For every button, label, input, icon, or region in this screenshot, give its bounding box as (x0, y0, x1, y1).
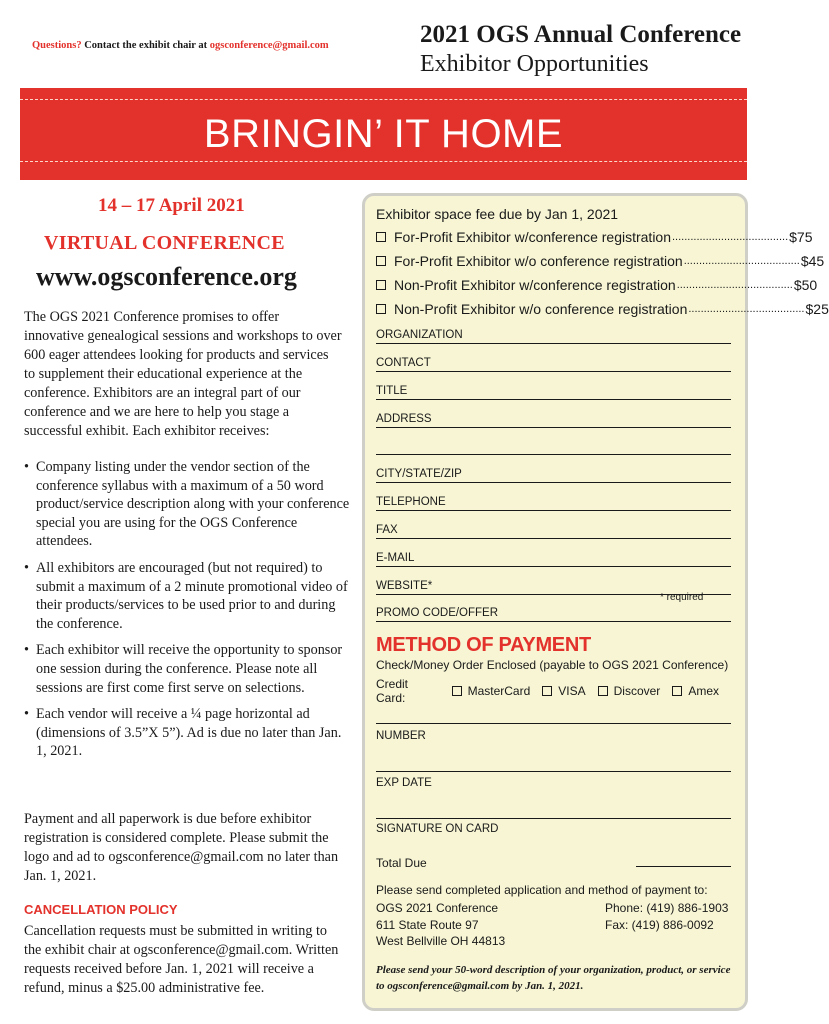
fax-number: Fax: (419) 886-0092 (605, 917, 714, 932)
benefits-list (24, 458, 354, 769)
benefit-item: • Company listing under the vendor section of the conference syllabus with a maximum of a 50 word product/service description along with your conference special you are using for the OGS Conference attendees. (24, 458, 354, 551)
card-label: Amex (688, 684, 719, 698)
fee-label: For-Profit Exhibitor w/conference registration (394, 229, 671, 245)
conference-url-link[interactable]: www.ogsconference.org (36, 262, 297, 291)
intro-paragraph: The OGS 2021 Conference promises to offer innovative genealogical sessions and workshops to over 600 eager attendees looking for products and services to supplement their educational experience at the conference. Exhibitors are an integral part of our conference and we are here to help you stage a successful exhibit. Each exhibitor receives: (24, 309, 342, 439)
page-subtitle: Exhibitor Opportunities (420, 51, 649, 77)
leader-dots: ...................................... (676, 279, 793, 291)
send-instructions: Please send completed application and method of payment to: (376, 883, 708, 897)
exp-date-label: EXP DATE (376, 777, 432, 789)
field-label: PROMO CODE/OFFER (376, 607, 499, 619)
leader-dots: ...................................... (672, 231, 789, 243)
checkbox[interactable] (542, 686, 552, 696)
checkbox[interactable] (598, 686, 608, 696)
fee-option-nonprofit-with-reg[interactable] (376, 277, 818, 293)
card-option-visa[interactable] (542, 684, 585, 698)
fee-option-nonprofit-without-reg[interactable] (376, 301, 829, 317)
checkbox[interactable] (376, 232, 386, 242)
cancellation-text: Cancellation requests must be submitted in writing to the exhibit chair at ogsconference@gmail.com. Written requests received before Jan. 1, 2021 will receive a refund, minus a $25.00 administrative fee. (24, 923, 339, 996)
fee-amount: $50 (793, 277, 818, 293)
card-option-discover[interactable] (598, 684, 661, 698)
organization-field[interactable] (376, 327, 731, 344)
email-field[interactable] (376, 550, 731, 567)
conference-dates: 14 – 17 April 2021 (98, 195, 245, 216)
benefit-item: • Each vendor will receive a ¼ page horizontal ad (dimensions of 3.5”X 5”). Ad is due no later than Jan. 1, 2021. (24, 705, 354, 761)
field-label: ADDRESS (376, 413, 432, 425)
exp-date-input[interactable] (376, 771, 731, 772)
fee-heading: Exhibitor space fee due by Jan 1, 2021 (376, 206, 619, 222)
field-label: FAX (376, 524, 398, 536)
required-note: * required (660, 592, 704, 603)
banner-dashed-line-bottom (20, 161, 747, 162)
phone-number: Phone: (419) 886-1903 (605, 901, 729, 915)
virtual-conference-label: VIRTUAL CONFERENCE (44, 232, 285, 254)
signature-input[interactable] (376, 818, 731, 819)
fee-option-forprofit-without-reg[interactable] (376, 253, 825, 269)
city-state-zip-field[interactable] (376, 466, 731, 483)
field-label: CONTACT (376, 357, 431, 369)
field-label: TELEPHONE (376, 496, 446, 508)
theme-banner (20, 88, 747, 180)
banner-dashed-line-top (20, 99, 747, 100)
cancellation-heading: CANCELLATION POLICY (24, 902, 178, 917)
field-label: ORGANIZATION (376, 329, 463, 341)
total-due-label: Total Due (376, 856, 427, 870)
card-label: Discover (613, 684, 661, 698)
contact-line (32, 40, 329, 51)
total-due-input[interactable] (636, 866, 731, 867)
contact-field[interactable] (376, 355, 731, 372)
page-title: 2021 OGS Annual Conference (420, 21, 742, 48)
checkbox[interactable] (376, 280, 386, 290)
fee-label: Non-Profit Exhibitor w/o conference registration (394, 301, 688, 317)
address-line-2[interactable] (376, 454, 731, 455)
title-field[interactable] (376, 383, 731, 400)
promo-code-field[interactable] (376, 605, 731, 622)
field-label: TITLE (376, 385, 408, 397)
address-field[interactable] (376, 411, 731, 428)
method-of-payment-heading: METHOD OF PAYMENT (376, 634, 591, 656)
benefit-item: • All exhibitors are encouraged (but not required) to submit a maximum of a 2 minute promotional video of their products/services to be used prior to and during the conference. (24, 559, 354, 633)
address-line: OGS 2021 Conference (376, 901, 499, 915)
card-number-label: NUMBER (376, 730, 426, 742)
contact-email-link[interactable]: ogsconference@gmail.com (209, 40, 329, 51)
card-option-mastercard[interactable] (452, 684, 531, 698)
card-label: VISA (558, 684, 586, 698)
leader-dots: ...................................... (688, 303, 805, 315)
checkbox[interactable] (452, 686, 462, 696)
contact-numbers (605, 900, 728, 933)
payment-note: Payment and all paperwork is due before exhibitor registration is considered complete. Please submit the logo and ad to ogsconference@gmail.com no later than Jan. 1, 2021. (24, 811, 339, 884)
fee-label: Non-Profit Exhibitor w/conference registration (394, 277, 676, 293)
check-money-order-option: Check/Money Order Enclosed (payable to OGS 2021 Conference) (376, 658, 729, 672)
benefit-item: • Each exhibitor will receive the opportunity to sponsor one session during the conference. Please note all sessions are first come first serve on selections. (24, 641, 354, 697)
questions-label: Questions? (32, 40, 82, 51)
card-label: MasterCard (467, 684, 531, 698)
fee-label: For-Profit Exhibitor w/o conference registration (394, 253, 683, 269)
address-line: 611 State Route 97 (376, 917, 479, 932)
card-number-input[interactable] (376, 723, 731, 724)
leader-dots: ...................................... (683, 255, 800, 267)
fee-amount: $25 (805, 301, 829, 317)
credit-card-options (376, 677, 731, 705)
address-line: West Bellville OH 44813 (376, 934, 506, 948)
card-option-amex[interactable] (672, 684, 719, 698)
fax-field[interactable] (376, 522, 731, 539)
checkbox[interactable] (376, 256, 386, 266)
credit-card-label: Credit Card: (376, 677, 409, 705)
checkbox[interactable] (672, 686, 682, 696)
contact-text: Contact the exhibit chair at (84, 40, 208, 51)
fee-amount: $45 (800, 253, 825, 269)
field-label: WEBSITE* (376, 580, 433, 592)
field-label: E-MAIL (376, 552, 415, 564)
banner-text: BRINGIN’ IT HOME (203, 112, 564, 156)
field-label: CITY/STATE/ZIP (376, 468, 462, 480)
checkbox[interactable] (376, 304, 386, 314)
description-note: Please send your 50-word description of your organization, product, or service to ogsconference@gmail.com by Jan. 1, 2021. (376, 964, 731, 992)
fee-option-forprofit-with-reg[interactable] (376, 229, 813, 245)
telephone-field[interactable] (376, 494, 731, 511)
fee-amount: $75 (789, 229, 813, 245)
signature-label: SIGNATURE ON CARD (376, 823, 499, 835)
